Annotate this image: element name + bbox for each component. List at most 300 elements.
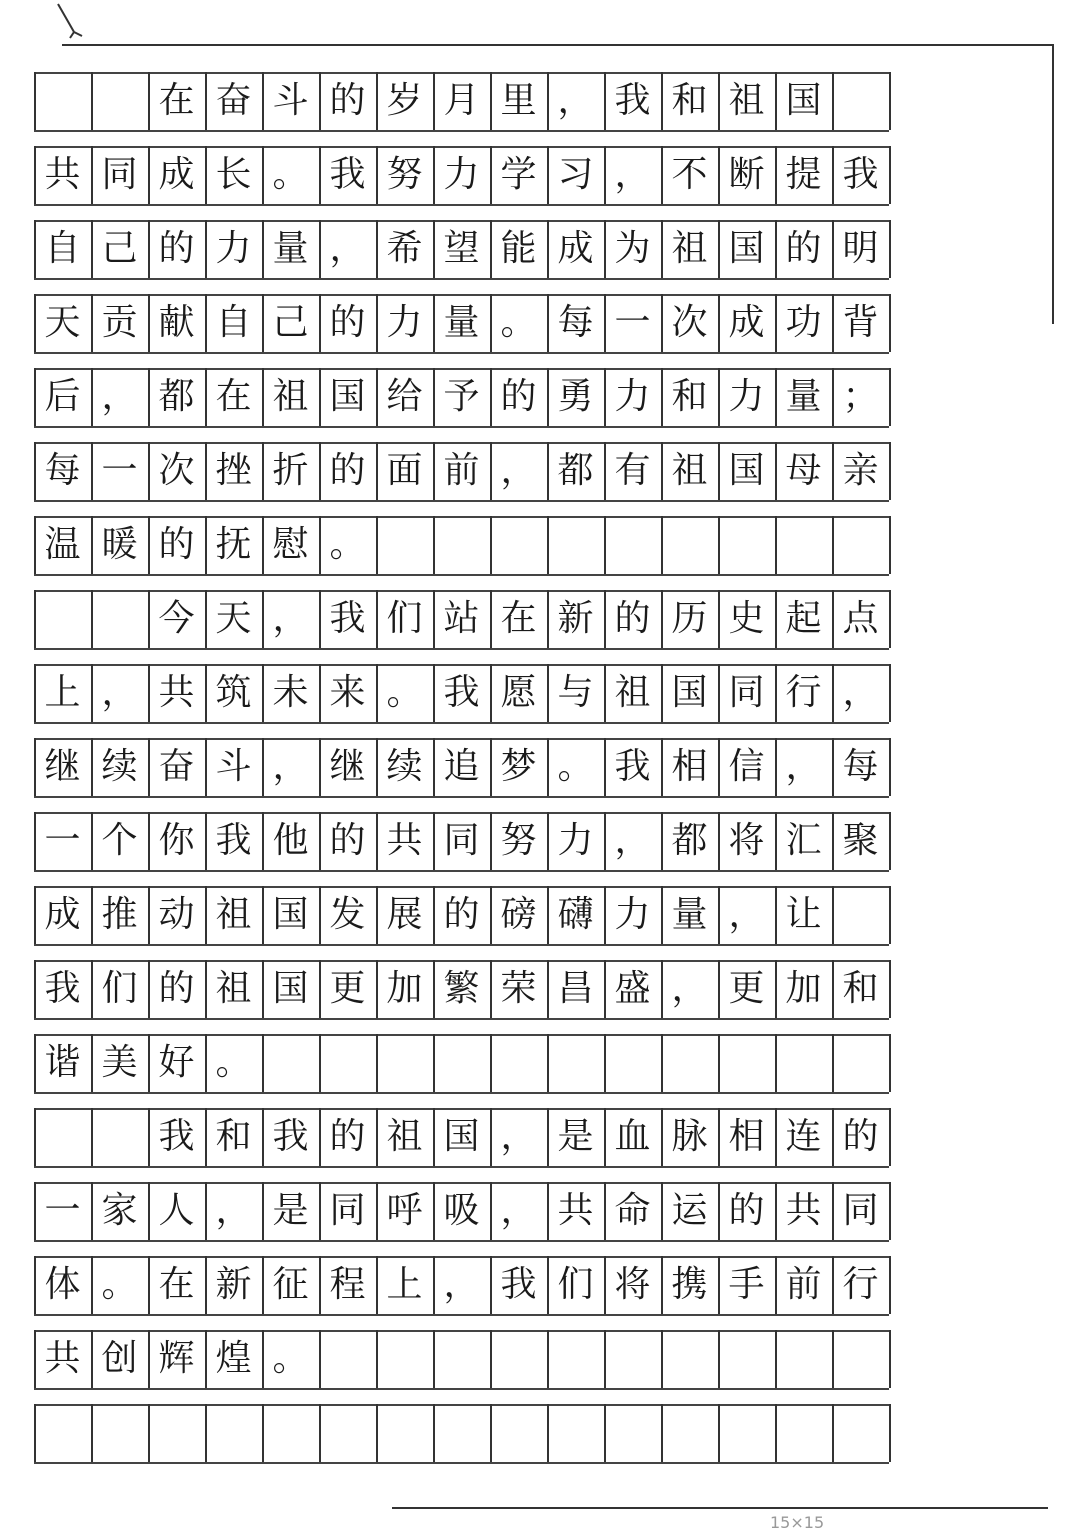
grid-character: 我: [215, 820, 252, 861]
grid-character: 上: [386, 1264, 423, 1305]
grid-character: 历: [671, 598, 708, 639]
grid-hline: [34, 500, 889, 502]
grid-character: 天: [215, 598, 252, 639]
grid-vline: [319, 1404, 321, 1462]
grid-character: 力: [557, 820, 594, 861]
grid-character: 力: [215, 228, 252, 269]
grid-character: 的: [785, 228, 822, 269]
grid-character: 筑: [215, 672, 252, 713]
grid-vline: [832, 886, 834, 944]
grid-character: 自: [215, 302, 252, 343]
grid-character: 谐: [44, 1042, 81, 1083]
grid-character: 奋: [158, 746, 195, 787]
grid-character: 继: [329, 746, 366, 787]
grid-vline: [490, 1034, 492, 1092]
grid-hline: [34, 1388, 889, 1390]
grid-vline: [889, 1108, 891, 1166]
grid-character: 里: [500, 80, 537, 121]
grid-character: 的: [728, 1190, 765, 1231]
grid-hline: [34, 1404, 889, 1406]
grid-vline: [433, 516, 435, 574]
grid-vline: [490, 1330, 492, 1388]
grid-character: 断: [728, 154, 765, 195]
grid-vline: [661, 1404, 663, 1462]
grid-character: 繁: [443, 968, 480, 1009]
grid-character: 的: [842, 1116, 879, 1157]
grid-character: 一: [614, 302, 651, 343]
grid-character: 我: [842, 154, 879, 195]
grid-vline: [832, 72, 834, 130]
grid-character: ，: [215, 1190, 252, 1231]
grid-character: 祖: [386, 1116, 423, 1157]
grid-character: 力: [728, 376, 765, 417]
grid-character: 是: [557, 1116, 594, 1157]
grid-character: 呼: [386, 1190, 423, 1231]
grid-character: 我: [329, 154, 366, 195]
grid-vline: [433, 1034, 435, 1092]
grid-hline: [34, 796, 889, 798]
grid-vline: [490, 1404, 492, 1462]
grid-vline: [433, 1404, 435, 1462]
grid-character: 长: [215, 154, 252, 195]
grid-character: 的: [614, 598, 651, 639]
grid-vline: [889, 220, 891, 278]
grid-character: ；: [842, 376, 879, 417]
grid-character: 望: [443, 228, 480, 269]
grid-character: 未: [272, 672, 309, 713]
grid-character: 来: [329, 672, 366, 713]
grid-character: 点: [842, 598, 879, 639]
grid-character: 我: [44, 968, 81, 1009]
grid-character: ，: [500, 450, 537, 491]
grid-hline: [34, 1240, 889, 1242]
grid-character: 成: [557, 228, 594, 269]
grid-character: 力: [614, 376, 651, 417]
grid-character: 勇: [557, 376, 594, 417]
grid-character: 岁: [386, 80, 423, 121]
grid-character: 挫: [215, 450, 252, 491]
grid-character: 更: [728, 968, 765, 1009]
grid-vline: [889, 1182, 891, 1240]
grid-character: 共: [44, 1338, 81, 1379]
grid-character: 新: [215, 1264, 252, 1305]
grid-vline: [889, 886, 891, 944]
grid-vline: [547, 1404, 549, 1462]
grid-character: 和: [671, 80, 708, 121]
grid-character: 贡: [101, 302, 138, 343]
grid-character: 共: [44, 154, 81, 195]
grid-character: 斗: [215, 746, 252, 787]
grid-character: 。: [215, 1042, 252, 1083]
grid-vline: [832, 516, 834, 574]
grid-character: 祖: [614, 672, 651, 713]
grid-character: 我: [329, 598, 366, 639]
grid-character: 发: [329, 894, 366, 935]
grid-character: 我: [500, 1264, 537, 1305]
grid-vline: [889, 738, 891, 796]
grid-character: 母: [785, 450, 822, 491]
grid-character: 人: [158, 1190, 195, 1231]
grid-vline: [376, 1034, 378, 1092]
grid-character: 我: [614, 80, 651, 121]
grid-character: 一: [44, 1190, 81, 1231]
grid-character: 。: [272, 154, 309, 195]
grid-character: 次: [671, 302, 708, 343]
grid-vline: [661, 516, 663, 574]
grid-character: 加: [386, 968, 423, 1009]
grid-character: 祖: [671, 228, 708, 269]
grid-character: 新: [557, 598, 594, 639]
grid-hline: [34, 870, 889, 872]
grid-character: 的: [158, 228, 195, 269]
grid-character: 力: [614, 894, 651, 935]
grid-character: 的: [158, 968, 195, 1009]
grid-character: 继: [44, 746, 81, 787]
grid-character: 加: [785, 968, 822, 1009]
grid-character: 创: [101, 1338, 138, 1379]
grid-character: 运: [671, 1190, 708, 1231]
grid-character: 。: [272, 1338, 309, 1379]
grid-character: ，: [614, 154, 651, 195]
grid-character: 慰: [272, 524, 309, 565]
grid-character: 的: [329, 450, 366, 491]
grid-character: 史: [728, 598, 765, 639]
grid-character: 美: [101, 1042, 138, 1083]
grid-character: 量: [785, 376, 822, 417]
grid-character: 功: [785, 302, 822, 343]
grid-character: 好: [158, 1042, 195, 1083]
grid-character: 盛: [614, 968, 651, 1009]
grid-character: 前: [443, 450, 480, 491]
grid-vline: [547, 1330, 549, 1388]
grid-character: 梦: [500, 746, 537, 787]
grid-character: 每: [557, 302, 594, 343]
grid-character: 在: [158, 80, 195, 121]
grid-vline: [832, 1034, 834, 1092]
grid-vline: [91, 590, 93, 648]
grid-vline: [889, 442, 891, 500]
grid-character: 的: [329, 1116, 366, 1157]
grid-character: 国: [272, 968, 309, 1009]
grid-character: 共: [386, 820, 423, 861]
grid-character: 命: [614, 1190, 651, 1231]
grid-character: 。: [386, 672, 423, 713]
grid-character: 不: [671, 154, 708, 195]
grid-vline: [34, 1108, 36, 1166]
grid-vline: [889, 1034, 891, 1092]
grid-character: 同: [728, 672, 765, 713]
grid-character: 是: [272, 1190, 309, 1231]
grid-character: 次: [158, 450, 195, 491]
grid-character: 荣: [500, 968, 537, 1009]
grid-character: 奋: [215, 80, 252, 121]
grid-vline: [91, 1108, 93, 1166]
grid-character: 起: [785, 598, 822, 639]
grid-hline: [34, 648, 889, 650]
grid-character: 。: [329, 524, 366, 565]
grid-vline: [91, 1404, 93, 1462]
grid-character: 都: [158, 376, 195, 417]
grid-character: 我: [614, 746, 651, 787]
grid-character: ，: [500, 1190, 537, 1231]
grid-vline: [34, 590, 36, 648]
grid-character: ，: [842, 672, 879, 713]
grid-character: 天: [44, 302, 81, 343]
grid-character: 同: [329, 1190, 366, 1231]
grid-vline: [775, 516, 777, 574]
top-margin-line: [62, 44, 1054, 46]
grid-character: ，: [329, 228, 366, 269]
grid-vline: [376, 516, 378, 574]
grid-vline: [604, 1404, 606, 1462]
grid-character: ，: [785, 746, 822, 787]
grid-character: 追: [443, 746, 480, 787]
grid-character: 连: [785, 1116, 822, 1157]
grid-character: 礴: [557, 894, 594, 935]
grid-character: ，: [272, 746, 309, 787]
grid-character: 祖: [215, 968, 252, 1009]
grid-character: 面: [386, 450, 423, 491]
grid-character: 的: [500, 376, 537, 417]
grid-character: 亲: [842, 450, 879, 491]
grid-hline: [34, 130, 889, 132]
grid-character: 程: [329, 1264, 366, 1305]
grid-character: 推: [101, 894, 138, 935]
grid-vline: [889, 812, 891, 870]
grid-character: 愿: [500, 672, 537, 713]
grid-vline: [604, 1034, 606, 1092]
grid-character: 努: [386, 154, 423, 195]
grid-character: 站: [443, 598, 480, 639]
grid-character: ，: [272, 598, 309, 639]
grid-character: 在: [215, 376, 252, 417]
bottom-margin-line: [392, 1507, 1048, 1509]
grid-hline: [34, 426, 889, 428]
grid-character: 国: [671, 672, 708, 713]
grid-character: ，: [671, 968, 708, 1009]
grid-vline: [319, 1330, 321, 1388]
grid-character: 希: [386, 228, 423, 269]
grid-vline: [718, 516, 720, 574]
grid-character: 己: [101, 228, 138, 269]
grid-character: 温: [44, 524, 81, 565]
grid-character: 个: [101, 820, 138, 861]
grid-character: 体: [44, 1264, 81, 1305]
grid-character: 聚: [842, 820, 879, 861]
grid-character: 行: [842, 1264, 879, 1305]
grid-vline: [34, 72, 36, 130]
grid-character: 同: [842, 1190, 879, 1231]
grid-hline: [34, 574, 889, 576]
grid-vline: [889, 294, 891, 352]
grid-vline: [889, 72, 891, 130]
grid-hline: [34, 352, 889, 354]
grid-character: 动: [158, 894, 195, 935]
grid-character: 明: [842, 228, 879, 269]
grid-character: 共: [785, 1190, 822, 1231]
grid-character: 吸: [443, 1190, 480, 1231]
grid-hline: [34, 1314, 889, 1316]
grid-character: 的: [329, 80, 366, 121]
grid-character: 同: [443, 820, 480, 861]
grid-character: 有: [614, 450, 651, 491]
grid-vline: [889, 368, 891, 426]
grid-character: 力: [443, 154, 480, 195]
grid-character: 成: [158, 154, 195, 195]
grid-vline: [604, 1330, 606, 1388]
grid-vline: [433, 1330, 435, 1388]
grid-character: 煌: [215, 1338, 252, 1379]
grid-character: 和: [842, 968, 879, 1009]
grid-character: 脉: [671, 1116, 708, 1157]
grid-character: 为: [614, 228, 651, 269]
grid-vline: [91, 72, 93, 130]
grid-character: ，: [557, 80, 594, 121]
grid-character: ，: [614, 820, 651, 861]
grid-vline: [262, 1034, 264, 1092]
grid-character: 己: [272, 302, 309, 343]
grid-vline: [889, 664, 891, 722]
grid-character: 国: [728, 228, 765, 269]
grid-character: 相: [671, 746, 708, 787]
grid-vline: [319, 1034, 321, 1092]
grid-vline: [832, 1404, 834, 1462]
grid-character: 血: [614, 1116, 651, 1157]
grid-character: 同: [101, 154, 138, 195]
grid-character: 行: [785, 672, 822, 713]
grid-character: 献: [158, 302, 195, 343]
grid-character: 的: [443, 894, 480, 935]
grid-character: 辉: [158, 1338, 195, 1379]
grid-character: 抚: [215, 524, 252, 565]
grid-character: 磅: [500, 894, 537, 935]
grid-character: 更: [329, 968, 366, 1009]
grid-character: 国: [443, 1116, 480, 1157]
grid-character: ，: [443, 1264, 480, 1305]
grid-vline: [889, 146, 891, 204]
grid-character: 。: [557, 746, 594, 787]
grid-character: 信: [728, 746, 765, 787]
grid-vline: [34, 1404, 36, 1462]
grid-character: 提: [785, 154, 822, 195]
grid-vline: [718, 1404, 720, 1462]
grid-hline: [34, 278, 889, 280]
grid-character: 前: [785, 1264, 822, 1305]
grid-hline: [34, 1092, 889, 1094]
grid-vline: [889, 590, 891, 648]
grid-character: 昌: [557, 968, 594, 1009]
grid-vline: [775, 1404, 777, 1462]
grid-vline: [889, 1330, 891, 1388]
grid-character: 学: [500, 154, 537, 195]
grid-character: 汇: [785, 820, 822, 861]
grid-character: 祖: [215, 894, 252, 935]
grid-character: 量: [671, 894, 708, 935]
grid-vline: [889, 516, 891, 574]
grid-character: 国: [785, 80, 822, 121]
pen-tick-mark: [56, 2, 94, 42]
grid-hline: [34, 944, 889, 946]
grid-character: 成: [44, 894, 81, 935]
grid-character: 共: [158, 672, 195, 713]
grid-character: 月: [443, 80, 480, 121]
grid-character: 予: [443, 376, 480, 417]
grid-vline: [889, 1404, 891, 1462]
grid-vline: [262, 1404, 264, 1462]
grid-character: 我: [158, 1116, 195, 1157]
grid-character: 他: [272, 820, 309, 861]
grid-vline: [718, 1034, 720, 1092]
grid-character: 你: [158, 820, 195, 861]
grid-character: 一: [101, 450, 138, 491]
grid-character: 展: [386, 894, 423, 935]
grid-vline: [775, 1330, 777, 1388]
grid-vline: [376, 1330, 378, 1388]
grid-character: 成: [728, 302, 765, 343]
grid-character: 家: [101, 1190, 138, 1231]
grid-vline: [148, 1404, 150, 1462]
grid-character: 们: [101, 968, 138, 1009]
grid-character: 将: [614, 1264, 651, 1305]
grid-character: 都: [671, 820, 708, 861]
grid-character: 国: [272, 894, 309, 935]
grid-character: 我: [272, 1116, 309, 1157]
grid-character: 与: [557, 672, 594, 713]
grid-vline: [889, 960, 891, 1018]
grid-character: 续: [101, 746, 138, 787]
grid-character: 让: [785, 894, 822, 935]
grid-hline: [34, 1018, 889, 1020]
grid-character: ，: [101, 376, 138, 417]
grid-hline: [34, 204, 889, 206]
grid-character: ，: [101, 672, 138, 713]
grid-character: 的: [158, 524, 195, 565]
grid-vline: [832, 1330, 834, 1388]
grid-character: 自: [44, 228, 81, 269]
grid-hline: [34, 1166, 889, 1168]
grid-character: 暖: [101, 524, 138, 565]
grid-character: 国: [728, 450, 765, 491]
grid-character: 祖: [671, 450, 708, 491]
grid-character: 每: [842, 746, 879, 787]
grid-character: 背: [842, 302, 879, 343]
grid-vline: [661, 1330, 663, 1388]
grid-character: 斗: [272, 80, 309, 121]
grid-character: 后: [44, 376, 81, 417]
grid-character: 习: [557, 154, 594, 195]
grid-character: 们: [386, 598, 423, 639]
grid-vline: [604, 516, 606, 574]
grid-vline: [490, 516, 492, 574]
grid-hline: [34, 722, 889, 724]
grid-character: 和: [671, 376, 708, 417]
grid-character: 能: [500, 228, 537, 269]
grid-character: ，: [728, 894, 765, 935]
grid-character: 量: [272, 228, 309, 269]
footer-grid-size: 15×15: [770, 1513, 825, 1532]
grid-character: 和: [215, 1116, 252, 1157]
grid-character: 们: [557, 1264, 594, 1305]
grid-vline: [661, 1034, 663, 1092]
grid-character: 携: [671, 1264, 708, 1305]
grid-vline: [718, 1330, 720, 1388]
grid-character: 征: [272, 1264, 309, 1305]
grid-vline: [889, 1256, 891, 1314]
grid-character: 都: [557, 450, 594, 491]
grid-vline: [205, 1404, 207, 1462]
grid-character: 在: [500, 598, 537, 639]
grid-character: 我: [443, 672, 480, 713]
